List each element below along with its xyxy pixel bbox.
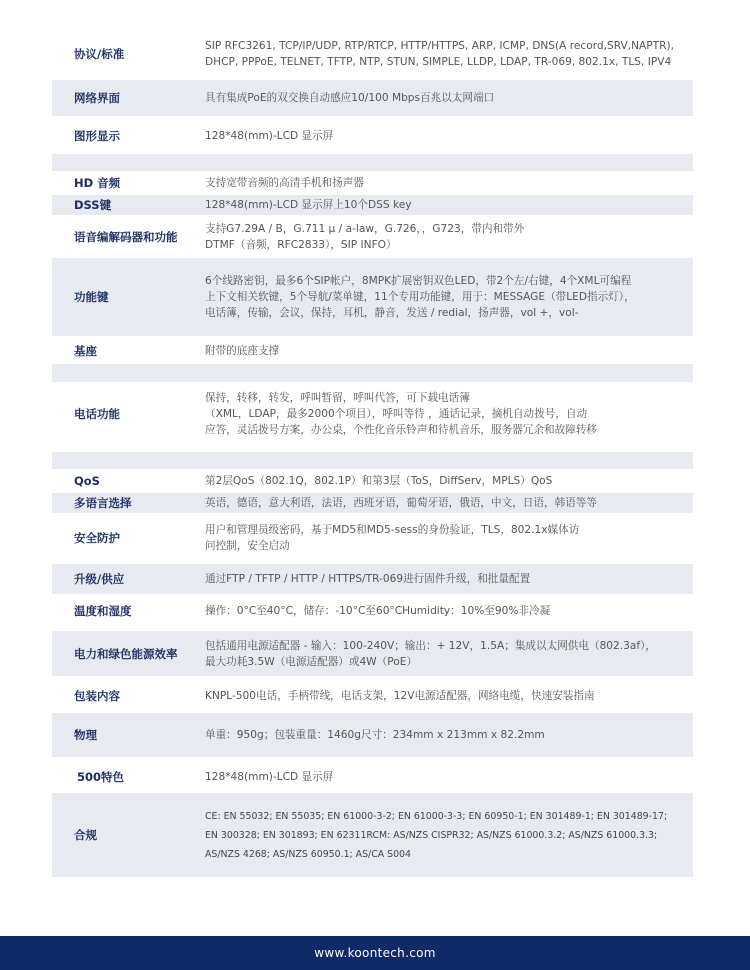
spec-value: 支持宽带音频的高清手机和扬声器 — [205, 177, 364, 189]
spec-row-compliance — [52, 793, 693, 877]
spec-row-display — [52, 119, 693, 153]
spec-label: 电话功能 — [74, 407, 120, 421]
spec-label: 协议/标准 — [74, 46, 125, 61]
spec-row-physical — [52, 713, 693, 757]
website-link[interactable]: www.koontech.com — [314, 946, 436, 960]
spec-label: 500特色 — [77, 770, 125, 784]
spec-row-temperature — [52, 596, 693, 626]
spec-label: 安全防护 — [74, 531, 120, 545]
spec-label: HD 音频 — [74, 176, 121, 190]
spec-row-dss-key — [52, 195, 693, 215]
spec-value: 操作：0°C至40°C，储存：-10°C至60°CHumidity：10%至90%非冷凝 — [205, 605, 551, 617]
spec-row-network — [52, 80, 693, 116]
spec-row-stand — [52, 339, 693, 363]
spec-label: 合规 — [74, 828, 97, 842]
spec-value: KNPL-500电话，手柄带线，电话支架，12V电源适配器，网络电缆，快速安装指南 — [205, 690, 595, 702]
spec-row-security — [52, 515, 693, 561]
spec-value: 具有集成PoE的双交换自动感应10/100 Mbps百兆以太网端口 — [205, 92, 495, 104]
spec-label: QoS — [74, 474, 100, 488]
spec-label: 图形显示 — [74, 129, 120, 143]
spec-row-qos — [52, 470, 693, 492]
spec-label: 包装内容 — [74, 689, 120, 703]
spec-value: 保持，转移，转发，呼叫暂留，呼叫代答，可下载电话簿 （XML，LDAP，最多2000个项目），呼叫等待 ，通话记录，摘机自动拨号，自动 应答，灵活拨号方案，办公桌，个性化音乐铃声和待机音乐，服务器冗余和故障转移 — [205, 392, 597, 436]
spec-value: 第2层QoS（802.1Q，802.1P）和第3层（ToS，DiffServ，MPLS）QoS — [205, 475, 553, 487]
spec-label: DSS键 — [74, 198, 112, 212]
spec-row-500-features — [52, 763, 693, 791]
footer-bar — [0, 936, 750, 970]
spec-label: 基座 — [74, 344, 97, 358]
spec-label: 功能键 — [74, 290, 109, 304]
spec-value: 用户和管理员级密码，基于MD5和MD5-sess的身份验证，TLS，802.1x媒体访 问控制，安全启动 — [205, 524, 580, 552]
spec-row-hd-audio — [52, 172, 693, 194]
spec-label: 电力和绿色能源效率 — [74, 646, 178, 661]
spec-row-package — [52, 680, 693, 712]
spec-value: 单重：950g；包装重量：1460g尺寸：234mm x 213mm x 82.2mm — [205, 729, 545, 741]
spec-value: 附带的底座支撑 — [205, 345, 280, 357]
spec-row-spacer — [52, 452, 693, 469]
spec-value: SIP RFC3261, TCP/IP/UDP, RTP/RTCP, HTTP/HTTPS, ARP, ICMP, DNS(A record,SRV,NAPTR), DHCP, PPPoE, TELNET, TFTP, NTP, STUN, SIMPLE, LLDP, LDAP, TR-069, 802.1x, TLS, IPV4 — [205, 39, 674, 68]
spec-value: CE: EN 55032; EN 55035; EN 61000-3-2; EN 61000-3-3; EN 60950-1; EN 301489-1; EN 301489-17; EN 300328; EN 301893; EN 62311RCM: AS/NZS CISPR32; AS/NZS 61000.3.2; AS/NZS 61000.3.3; AS/NZS 4268; AS/NZS 60950.1; AS/CA S004 — [205, 810, 668, 860]
spec-row-power — [52, 631, 693, 676]
spec-value: 支持G7.29A / B，G.711 μ / a-law，G.726，，G723，带内和带外 DTMF（音频，RFC2833），SIP INFO） — [205, 223, 525, 251]
spec-row-upgrade — [52, 564, 693, 594]
spec-label: 物理 — [74, 728, 97, 742]
spec-row-protocol — [52, 30, 693, 77]
spec-label: 语音编解码器和功能 — [74, 230, 178, 244]
spec-label: 升级/供应 — [74, 572, 125, 586]
spec-row-codec — [52, 218, 693, 256]
spec-value: 英语，德语，意大利语，法语，西班牙语，葡萄牙语，俄语，中文，日语，韩语等等 — [205, 497, 597, 509]
spec-label: 网络界面 — [74, 91, 120, 105]
spec-label: 温度和湿度 — [74, 604, 132, 618]
spec-value: 128*48(mm)-LCD 显示屏 — [205, 771, 334, 783]
spec-row-spacer — [52, 154, 693, 171]
spec-value: 128*48(mm)-LCD 显示屏 — [205, 130, 334, 142]
spec-label: 多语言选择 — [74, 496, 132, 510]
spec-value: 128*48(mm)-LCD 显示屏上10个DSS key — [205, 199, 412, 211]
spec-row-spacer — [52, 364, 693, 382]
spec-row-language — [52, 493, 693, 513]
spec-value: 6个线路密钥，最多6个SIP帐户，8MPK扩展密钥双色LED，带2个左/右键，4个XML可编程 上下文相关软键，5个导航/菜单键，11个专用功能键，用于：MESSAGE（带LED指示灯）， 电话簿，传输，会议，保持，耳机，静音，发送 / redial，扬声器，vol +，vol- — [205, 275, 635, 319]
spec-value: 包括通用电源适配器 - 输入：100-240V；输出：+ 12V，1.5A；集成以太网供电（802.3af）， 最大功耗3.5W（电源适配器）或4W（PoE） — [205, 639, 657, 668]
spec-row-function-keys — [52, 258, 693, 336]
spec-row-phone-features — [52, 384, 693, 444]
spec-value: 通过FTP / TFTP / HTTP / HTTPS/TR-069进行固件升级，和批量配置 — [205, 573, 531, 585]
